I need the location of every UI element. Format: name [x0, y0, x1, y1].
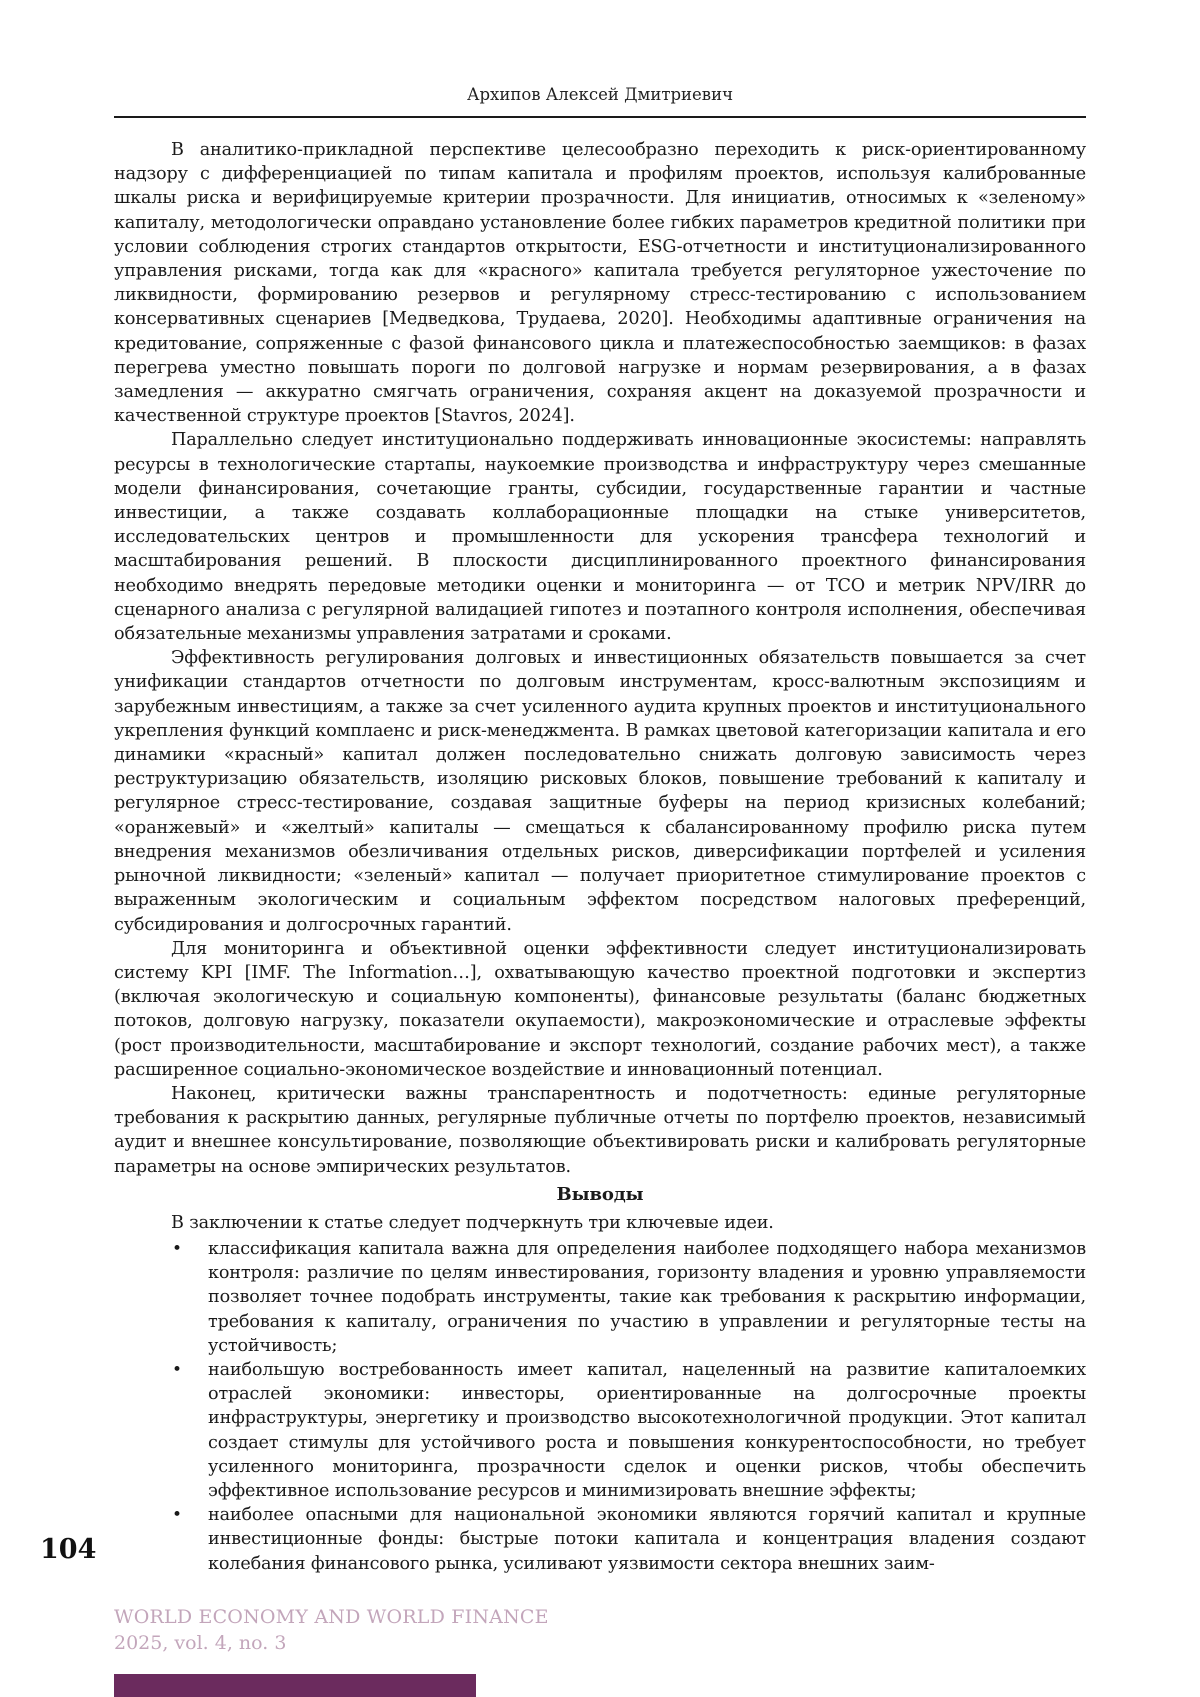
paragraph: Параллельно следует институционально поддерживать инновационные экосистемы: направлять ресурсы в технологические стартапы, наукоемкие производства и инфраструктуру через смешанные модели финансирования, сочетающие гранты, субсидии, государственные гарантии и частные инвестиции, а также создавать коллаборационные площадки на стыке университетов, исследовательских центров и промышленности для ускорения трансфера технологий и масштабирования решений. В плоскости дисциплинированного проектного финансирования необходимо внедрять передовые методики оценки и мониторинга — от TCO и метрик NPV/IRR до сценарного анализа с регулярной валидацией гипотез и поэтапного контроля исполнения, обеспечивая обязательные механизмы управления затратами и сроками.	[114, 430, 1086, 645]
bullet-icon: •	[172, 1359, 182, 1380]
journal-title: WORLD ECONOMY AND WORLD FINANCE	[114, 1606, 549, 1628]
running-head-author: Архипов Алексей Дмитриевич	[466, 85, 734, 104]
list-item	[172, 1503, 1086, 1576]
bullet-icon: •	[172, 1505, 182, 1526]
journal-issue: 2025, vol. 4, no. 3	[114, 1632, 287, 1654]
header-rule	[114, 116, 1086, 118]
conclusions-list	[114, 1237, 1086, 1576]
page-number: 104	[40, 1534, 97, 1565]
conclusions-lead: В заключении к статье следует подчеркнуть три ключевые идеи.	[171, 1212, 774, 1233]
bullet-icon: •	[172, 1238, 182, 1259]
paragraph: В аналитико-прикладной перспективе целесообразно переходить к риск-ориентированному надзору с дифференциацией по типам капитала и профилям проектов, используя калиброванные шкалы риска и верифицируемые критерии прозрачности. Для инициатив, относимых к «зеленому» капиталу, методологически оправдано установление более гибких параметров кредитной политики при условии соблюдения строгих стандартов открытости, ESG-отчетности и институционализированного управления рисками, тогда как для «красного» капитала требуется регуляторное ужесточение по ликвидности, формированию резервов и регулярному стресс-тестированию с использованием консервативных сценариев [Медведкова, Трудаева, 2020]. Необходимы адаптивные ограничения на кредитование, сопряженные с фазой финансового цикла и платежеспособностью заемщиков: в фазах перегрева уместно повышать пороги по долговой нагрузке и нормам резервирования, а в фазах замедления — аккуратно смягчать ограничения, сохраняя акцент на доказуемой прозрачности и качественной структуре проектов [Stavros, 2024].	[114, 140, 1086, 427]
paragraph: Наконец, критически важны транспарентность и подотчетность: единые регуляторные требования к раскрытию данных, регулярные публичные отчеты по портфелю проектов, независимый аудит и внешнее консультирование, позволяющие объективировать риски и калибровать регуляторные параметры на основе эмпирических результатов.	[114, 1083, 1086, 1177]
section-heading-conclusions: Выводы	[556, 1183, 644, 1205]
list-item	[172, 1237, 1086, 1358]
list-item-text: наиболее опасными для национальной экономики являются горячий капитал и крупные инвестиционные фонды: быстрые потоки капитала и концентрация владения создают колебания финансового рынка, усиливают уязвимости сектора внешних заим-	[208, 1505, 1086, 1574]
footer-accent-bar	[114, 1674, 476, 1697]
list-item-text: классификация капитала важна для определения наиболее подходящего набора механизмов контроля: различие по целям инвестирования, горизонту владения и уровню управляемости позволяет точнее подобрать инструменты, такие как требования к раскрытию информации, требования к капиталу, ограничения по участию в управлении и регуляторные тесты на устойчивость;	[208, 1238, 1086, 1356]
list-item-text: наибольшую востребованность имеет капитал, нацеленный на развитие капиталоемких отраслей экономики: инвесторы, ориентированные на долгосрочные проекты инфраструктуры, энергетику и производство высокотехнологичной продукции. Этот капитал создает стимулы для устойчивого роста и повышения конкурентоспособности, но требует усиленного мониторинга, прозрачности сделок и оценки рисков, чтобы обеспечить эффективное использование ресурсов и минимизировать внешние эффекты;	[208, 1359, 1086, 1501]
article-body	[114, 138, 1086, 1576]
paragraph: Для мониторинга и объективной оценки эффективности следует институционализировать систему KPI [IMF. The Information…], охватывающую качество проектной подготовки и экспертиз (включая экологическую и социальную компоненты), финансовые результаты (баланс бюджетных потоков, долговую нагрузку, показатели окупаемости), макроэкономические и отраслевые эффекты (рост производительности, масштабирование и экспорт технологий, создание рабочих мест), а также расширенное социально-экономическое воздействие и инновационный потенциал.	[114, 938, 1086, 1080]
paragraph: Эффективность регулирования долговых и инвестиционных обязательств повышается за счет унификации стандартов отчетности по долговым инструментам, кросс-валютным экспозициям и зарубежным инвестициям, а также за счет усиленного аудита крупных проектов и институционального укрепления функций комплаенс и риск-менеджмента. В рамках цветовой категоризации капитала и его динамики «красный» капитал должен последовательно снижать долговую зависимость через реструктуризацию обязательств, изоляцию рисковых блоков, повышение требований к капиталу и регулярное стресс-тестирование, создавая защитные буферы на период кризисных колебаний; «оранжевый» и «желтый» капиталы — смещаться к сбалансированному профилю риска путем внедрения механизмов обезличивания отдельных рисков, диверсификации портфелей и усиления рыночной ликвидности; «зеленый» капитал — получает приоритетное стимулирование проектов с выраженным экологическим и социальным эффектом посредством налоговых преференций, субсидирования и долгосрочных гарантий.	[114, 648, 1086, 935]
list-item	[172, 1358, 1086, 1503]
